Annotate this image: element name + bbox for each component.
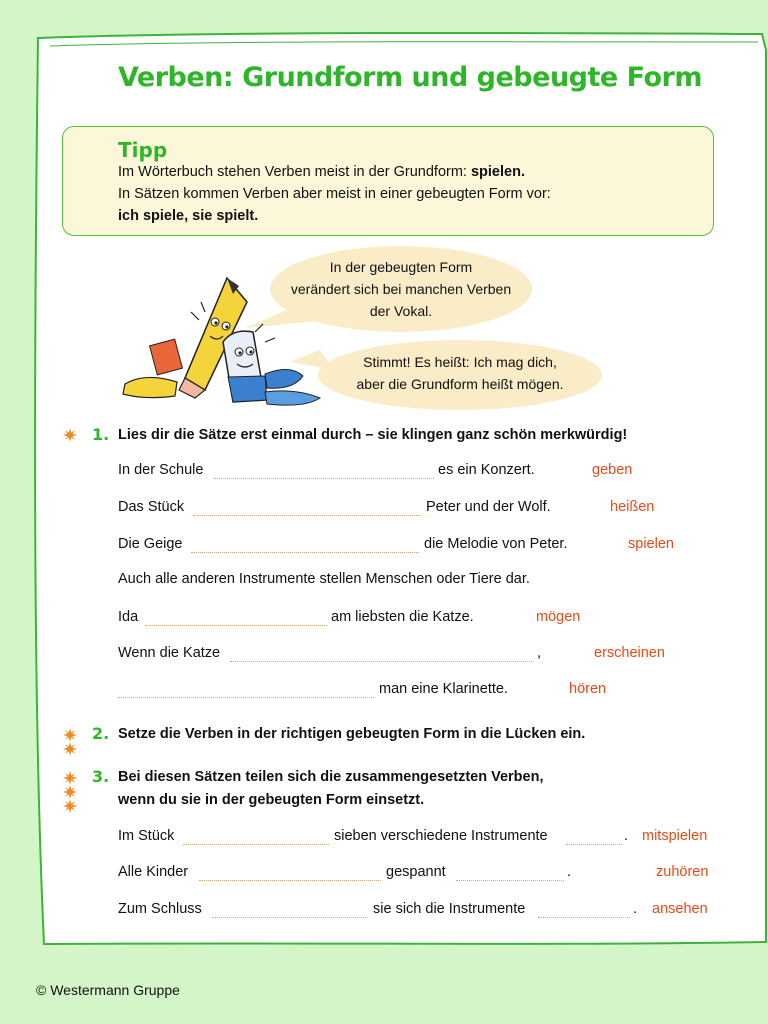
ex1-row-2-end: Peter und der Wolf. bbox=[426, 499, 551, 515]
ex1-row-7-verb: hören bbox=[569, 681, 607, 697]
ex1-row-5-end: am liebsten die Katze. bbox=[331, 609, 474, 625]
ex1-row-6-verb: erscheinen bbox=[594, 645, 665, 661]
ex3-row-3-middle: sie sich die Instrumente bbox=[373, 901, 526, 917]
task-2-instruction: Setze die Verben in der richtigen gebeugten Form in die Lücken ein. bbox=[118, 726, 586, 742]
ex1-row-5-gap[interactable] bbox=[145, 625, 327, 626]
ex3-row-2-middle: gespannt bbox=[386, 864, 446, 880]
ex3-row-3-verb: ansehen bbox=[652, 901, 708, 917]
ex3-row-2-gap-1[interactable] bbox=[199, 880, 381, 881]
ex3-row-1-middle: sieben verschiedene Instrumente bbox=[334, 828, 548, 844]
ex1-row-6-end: , bbox=[537, 645, 542, 661]
ex1-row-3-end: die Melodie von Peter. bbox=[424, 536, 568, 552]
ex3-row-1-gap-2[interactable] bbox=[566, 844, 622, 845]
ex1-row-5-verb: mögen bbox=[536, 609, 581, 625]
ex1-row-1-gap[interactable] bbox=[214, 478, 434, 479]
ex3-row-3-start: Zum Schluss bbox=[118, 901, 202, 917]
ex1-row-6-gap[interactable] bbox=[230, 661, 532, 662]
ex3-row-2-start: Alle Kinder bbox=[118, 864, 189, 880]
bubble-2-line-1: Stimmt! Es heißt: Ich mag dich, bbox=[363, 354, 557, 370]
task-1-instruction: Lies dir die Sätze erst einmal durch – sie klingen ganz schön merkwürdig! bbox=[118, 427, 628, 443]
ex1-row-3-start: Die Geige bbox=[118, 536, 183, 552]
ex1-row-1-end: es ein Konzert. bbox=[438, 462, 535, 478]
ex3-row-1-verb: mitspielen bbox=[642, 828, 708, 844]
ex1-row-7-end: man eine Klarinette. bbox=[379, 681, 508, 697]
ex1-row-2-gap[interactable] bbox=[193, 515, 421, 516]
task-3-number: 3. bbox=[92, 767, 110, 786]
difficulty-star-icon bbox=[62, 798, 78, 814]
ex1-row-3-verb: spielen bbox=[628, 536, 674, 552]
task-3-instruction-line-2: wenn du sie in der gebeugten Form einsetzt. bbox=[118, 792, 425, 808]
ex1-row-2-verb: heißen bbox=[610, 499, 655, 515]
ex1-row-1-start: In der Schule bbox=[118, 462, 204, 478]
ex3-row-3-gap-1[interactable] bbox=[212, 917, 368, 918]
tip-line-3: ich spiele, sie spielt. bbox=[118, 208, 259, 224]
eraser-character-icon bbox=[223, 331, 320, 405]
difficulty-star-icon bbox=[62, 741, 78, 757]
pencil-eraser-illustration bbox=[115, 272, 330, 412]
ex1-row-5-start: Ida bbox=[118, 609, 139, 625]
page-title: Verben: Grundform und gebeugte Form bbox=[118, 62, 702, 93]
ex3-row-2-end: . bbox=[567, 864, 572, 880]
task-3-instruction-line-1: Bei diesen Sätzen teilen sich die zusammengesetzten Verben, bbox=[118, 769, 544, 785]
ex3-row-3-gap-2[interactable] bbox=[538, 917, 630, 918]
task-2-number: 2. bbox=[92, 724, 110, 743]
bubble-1-line-1: In der gebeugten Form bbox=[329, 259, 473, 275]
ex3-row-1-gap-1[interactable] bbox=[183, 844, 329, 845]
tip-line-2: In Sätzen kommen Verben aber meist in einer gebeugten Form vor: bbox=[118, 186, 551, 202]
ex3-row-1-end: . bbox=[624, 828, 629, 844]
tip-line-1: Im Wörterbuch stehen Verben meist in der Grundform: spielen. bbox=[118, 164, 525, 180]
speech-bubble-eraser bbox=[318, 340, 602, 410]
ex3-row-3-end: . bbox=[633, 901, 638, 917]
difficulty-star-icon bbox=[62, 427, 78, 443]
ex1-row-7-gap[interactable] bbox=[118, 697, 374, 698]
ex1-row-4-sentence: Auch alle anderen Instrumente stellen Menschen oder Tiere dar. bbox=[118, 571, 530, 587]
ex1-row-1-verb: geben bbox=[592, 462, 633, 478]
ex1-row-2-start: Das Stück bbox=[118, 499, 185, 515]
ex1-row-3-gap[interactable] bbox=[191, 552, 419, 553]
bubble-1-line-3: der Vokal. bbox=[369, 303, 433, 319]
copyright-notice: © Westermann Gruppe bbox=[36, 982, 180, 998]
task-1-number: 1. bbox=[92, 425, 110, 444]
ex3-row-2-gap-2[interactable] bbox=[456, 880, 564, 881]
bubble-1-line-2: verändert sich bei manchen Verben bbox=[290, 281, 512, 297]
tip-heading: Tipp bbox=[118, 138, 168, 162]
ex3-row-2-verb: zuhören bbox=[656, 864, 709, 880]
ex3-row-1-start: Im Stück bbox=[118, 828, 175, 844]
bubble-2-line-2: aber die Grundform heißt mögen. bbox=[356, 376, 564, 392]
ex1-row-6-start: Wenn die Katze bbox=[118, 645, 221, 661]
